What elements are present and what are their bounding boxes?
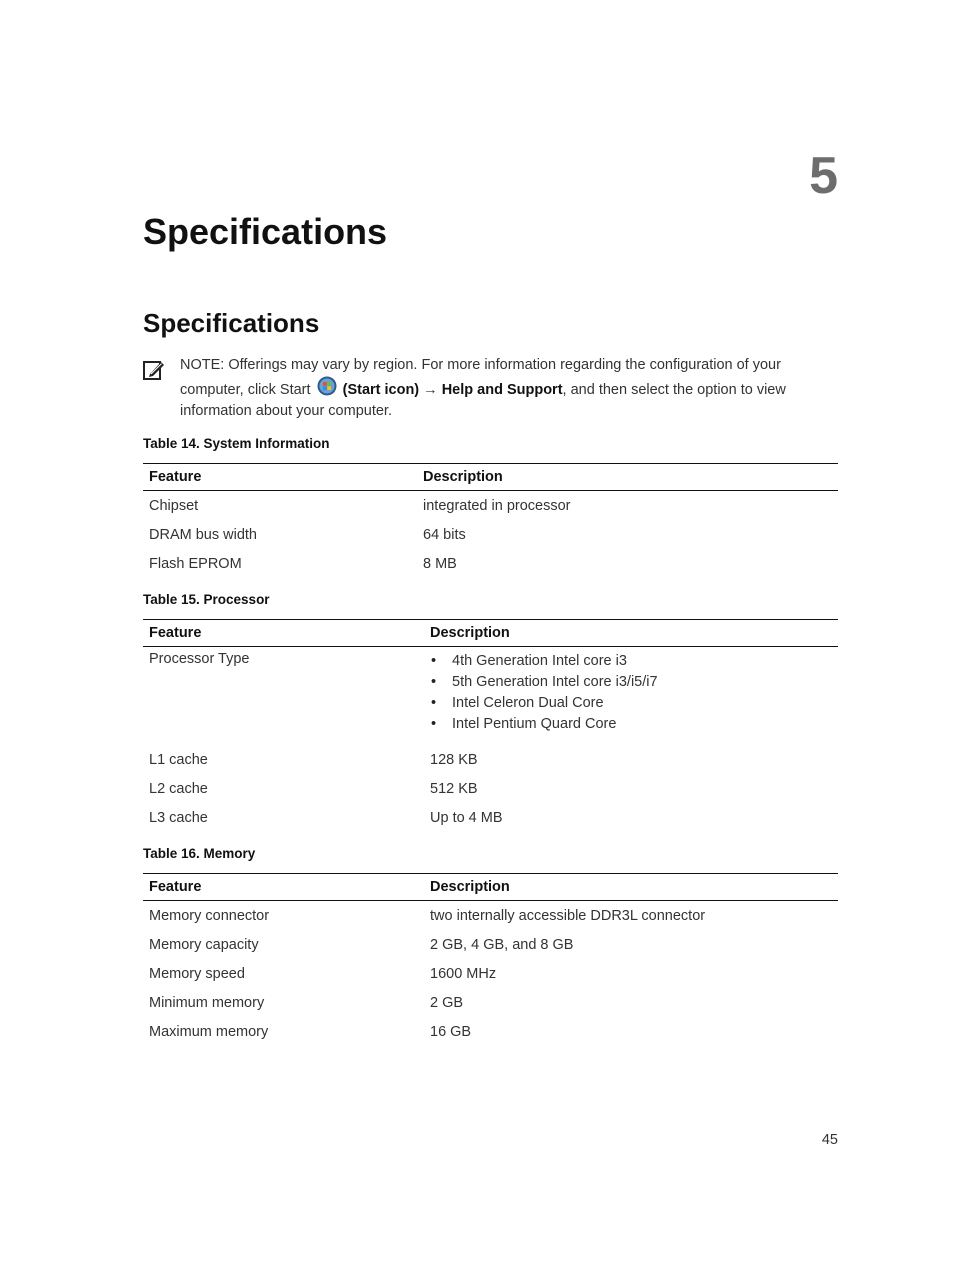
description-cell: 8 MB	[423, 555, 457, 572]
table-header-row	[143, 874, 838, 901]
list-item: • Intel Pentium Quard Core	[452, 714, 832, 735]
feature-cell: Memory connector	[149, 907, 270, 924]
table-row	[143, 803, 838, 832]
arrow: →	[423, 382, 438, 399]
description-cell: two internally accessible DDR3L connector	[430, 907, 706, 924]
table-header-row	[143, 620, 838, 647]
start-icon-label: (Start icon)	[342, 382, 420, 399]
windows-start-icon	[317, 376, 337, 396]
description-cell: Up to 4 MB	[430, 809, 503, 826]
feature-cell: Minimum memory	[149, 994, 265, 1011]
note-label: NOTE:	[180, 357, 225, 373]
description-cell: integrated in processor	[423, 497, 571, 514]
note-block	[180, 355, 820, 422]
note-text-1: Offerings may vary by region. For more information regarding the configuration of your computer, click Start	[180, 357, 781, 399]
table-row	[143, 549, 838, 578]
table-row	[143, 745, 838, 774]
feature-cell: Processor Type	[149, 651, 250, 667]
header-description: Description	[417, 464, 838, 491]
feature-cell: Chipset	[149, 497, 199, 514]
feature-cell: L3 cache	[149, 809, 208, 826]
header-description: Description	[424, 874, 838, 901]
header-feature: Feature	[143, 874, 424, 901]
page-number: 45	[821, 1132, 838, 1148]
feature-cell: Maximum memory	[149, 1023, 269, 1040]
processor-type-list	[430, 651, 832, 735]
description-cell: 512 KB	[430, 780, 478, 797]
description-cell: 128 KB	[430, 751, 478, 768]
note-pencil-icon	[143, 359, 165, 381]
feature-cell: Flash EPROM	[149, 555, 242, 572]
chapter-title: Specifications	[143, 211, 388, 252]
chapter-number: 5	[809, 147, 838, 205]
table-14-caption: Table 14. System Information	[143, 436, 330, 451]
feature-cell: L2 cache	[149, 780, 208, 797]
table-row	[143, 491, 838, 521]
list-item: • 4th Generation Intel core i3	[452, 651, 832, 672]
description-cell: 64 bits	[423, 526, 466, 543]
table-row	[143, 774, 838, 803]
table-row	[143, 901, 838, 931]
table-row	[143, 520, 838, 549]
table-row	[143, 930, 838, 959]
description-cell	[424, 647, 838, 746]
description-cell: 16 GB	[430, 1023, 472, 1040]
header-feature: Feature	[143, 464, 417, 491]
table-row	[143, 959, 838, 988]
feature-cell: L1 cache	[149, 751, 208, 768]
table-row	[143, 647, 838, 746]
feature-cell: Memory speed	[149, 965, 245, 982]
processor-table	[143, 619, 838, 832]
section-title: Specifications	[143, 308, 320, 338]
system-information-table	[143, 463, 838, 578]
feature-cell: Memory capacity	[149, 936, 259, 953]
list-item: • Intel Celeron Dual Core	[452, 693, 832, 714]
note-text-2: , and then select the option to view information about your computer.	[180, 382, 786, 420]
table-16-caption: Table 16. Memory	[143, 846, 256, 861]
description-cell: 2 GB	[430, 994, 464, 1011]
header-feature: Feature	[143, 620, 424, 647]
memory-table	[143, 873, 838, 1046]
description-cell: 1600 MHz	[430, 965, 497, 982]
feature-cell: DRAM bus width	[149, 526, 257, 543]
header-description: Description	[424, 620, 838, 647]
table-row	[143, 1017, 838, 1046]
table-row	[143, 988, 838, 1017]
table-header-row	[143, 464, 838, 491]
help-and-support-label: Help and Support	[441, 382, 563, 399]
description-cell: 2 GB, 4 GB, and 8 GB	[430, 936, 574, 953]
table-15-caption: Table 15. Processor	[143, 592, 270, 607]
list-item: • 5th Generation Intel core i3/i5/i7	[452, 672, 832, 693]
